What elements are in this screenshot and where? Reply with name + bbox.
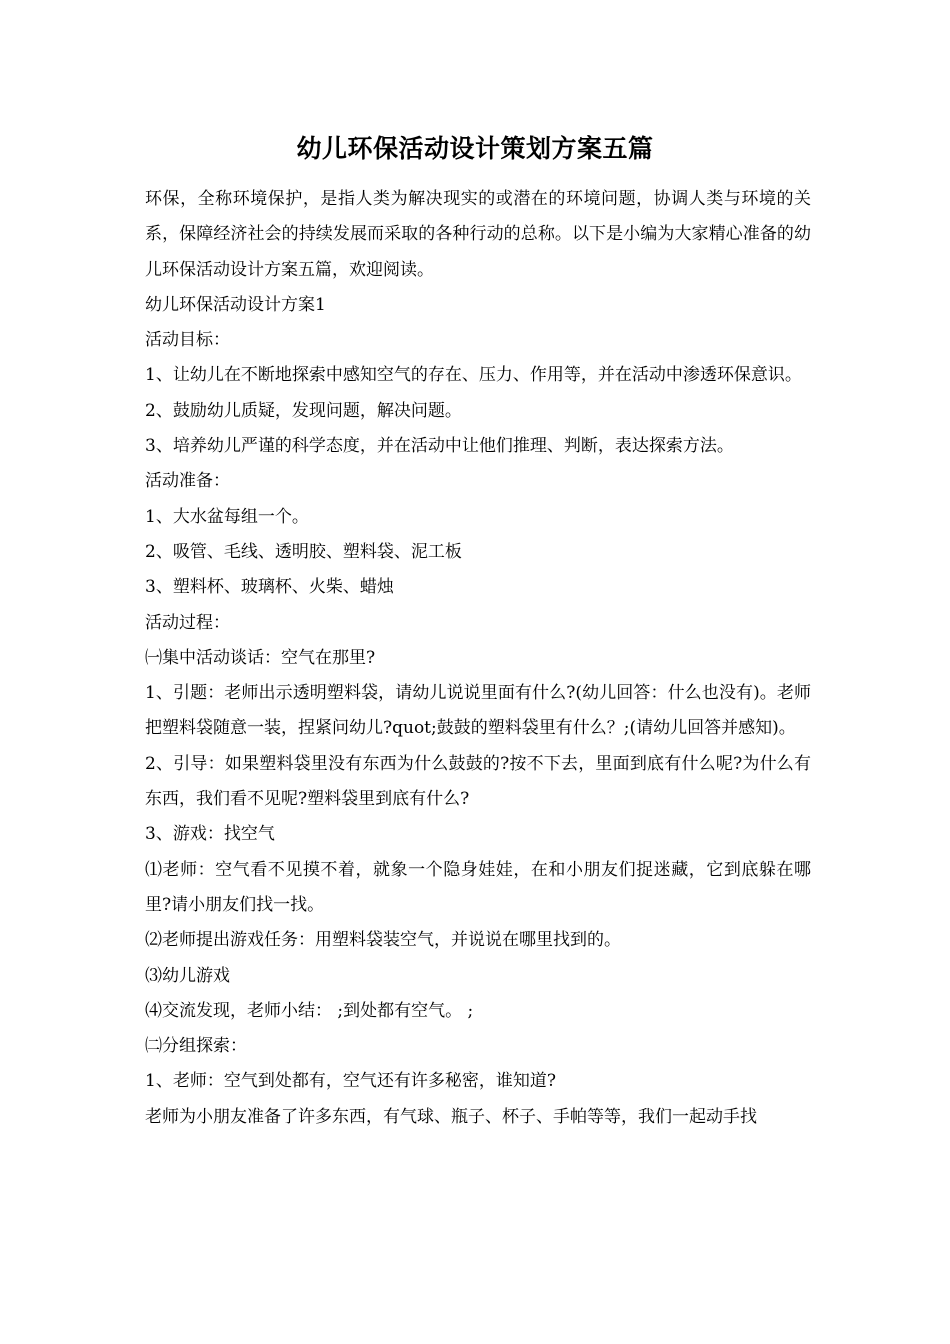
preparation-item: 1、大水盆每组一个。 [145,506,309,527]
process-paragraph: 1、引题：老师出示透明塑料袋，请幼儿说说里面有什么?(幼儿回答：什么也没有)。老师把塑料袋随意一装，捏紧问幼儿?quot;鼓鼓的塑料袋里有什么？;(请幼儿回答并感知)。 [145,683,811,739]
goal-item: 3、培养幼儿严谨的科学态度，并在活动中让他们推理、判断，表达探索方法。 [145,436,734,457]
process-paragraph: 1、老师：空气到处都有，空气还有许多秘密，谁知道? [145,1071,556,1092]
intro-paragraph: 环保，全称环境保护，是指人类为解决现实的或潜在的环境问题，协调人类与环境的关系，保障经济社会的持续发展而采取的各种行动的总称。以下是小编为大家精心准备的幼儿环保活动设计方案五篇，欢迎阅读。 [145,189,811,280]
document-title: 幼儿环保活动设计策划方案五篇 [296,134,654,163]
goal-item: 1、让幼儿在不断地探索中感知空气的存在、压力、作用等，并在活动中渗透环保意识。 [145,365,802,386]
process-paragraph: ⑵老师提出游戏任务：用塑料袋装空气，并说说在哪里找到的。 [145,930,621,951]
process-paragraph: ⑷交流发现，老师小结： ;到处都有空气。 ; [145,1000,474,1021]
goal-item: 2、鼓励幼儿质疑，发现问题，解决问题。 [145,400,462,421]
process-paragraph: 老师为小朋友准备了许多东西，有气球、瓶子、杯子、手帕等等，我们一起动手找 [145,1106,757,1127]
process-paragraph: 3、游戏：找空气 [145,824,275,845]
subheading-goals: 活动目标： [145,330,230,351]
process-step-heading: ㈡分组探索： [145,1036,247,1057]
subheading-preparation: 活动准备： [145,471,230,492]
preparation-item: 3、塑料杯、玻璃杯、火柴、蜡烛 [145,577,394,598]
process-step-heading: ㈠集中活动谈话：空气在那里? [145,647,376,668]
process-paragraph: 2、引导：如果塑料袋里没有东西为什么鼓鼓的?按不下去，里面到底有什么呢?为什么有东西，我们看不见呢?塑料袋里到底有什么? [145,753,811,810]
process-paragraph: ⑴老师：空气看不见摸不着，就象一个隐身娃娃，在和小朋友们捉迷藏，它到底躲在哪里?请小朋友们找一找。 [145,859,811,915]
process-paragraph: ⑶幼儿游戏 [145,965,230,986]
section-heading: 幼儿环保活动设计方案1 [145,294,326,315]
subheading-process: 活动过程： [145,612,230,633]
preparation-item: 2、吸管、毛线、透明胶、塑料袋、泥工板 [145,541,462,562]
document-body [145,182,811,1135]
